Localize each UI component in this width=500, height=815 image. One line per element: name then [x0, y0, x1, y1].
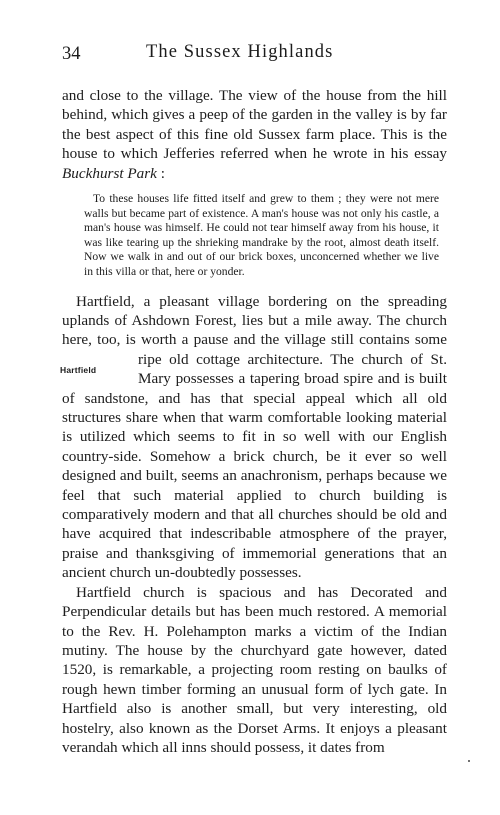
page-header — [62, 42, 447, 70]
page-body — [62, 86, 447, 757]
paragraph-2 — [62, 292, 447, 583]
paragraph-1-end: : — [156, 164, 165, 182]
paragraph-2-continued: of St. Mary possesses a tapering broad spire and is built of sandstone, and has that special appeal which all old structures share when that warm comfortable looking material is utilized which seems to fit in so well with our English country-side. Somehow a brick church, be it ever so well designed and built, seems an anachronism, perhaps because we feel that such material applied to church building is comparatively modern and that all churches should be old and have acquired that indescribable atmosphere of the prayer, praise and thanksgiving of immemorial generations that an ancient church un-doubtedly possesses. — [62, 350, 447, 582]
speck-mark — [468, 760, 470, 762]
essay-title: Buckhurst Park — [62, 164, 157, 182]
paragraph-1 — [62, 86, 447, 183]
margin-note: Hartfield — [60, 364, 97, 375]
paragraph-3: Hartfield church is spacious and has Decorated and Perpendicular details but has been much restored. A memorial to the Rev. H. Polehampton marks a victim of the Indian mutiny. The house by the churchyard gate however, dated 1520, is remarkable, a projecting room resting on baulks of rough hewn timber forming an unusual form of lych gate. In Hartfield also is another small, but very interesting, old hostelry, also known as the Dorset Arms. It enjoys a pleasant verandah which all inns should possess, it dates from — [62, 583, 447, 756]
paragraph-2-text: Hartfield, a pleasant village bordering on the spreading uplands of Ashdown Forest, lies but a mile away. The church here, too, is worth a pause and the village still contains some ripe old cottage architecture. The church — [62, 292, 447, 368]
paragraph-1-text: and close to the village. The view of the house from the hill behind, which gives a peep of the garden in the valley is by far the best aspect of this fine old Sussex farm place. This is the house to which Jefferies referred when he wrote in his essay — [62, 87, 447, 163]
running-title: The Sussex Highlands — [146, 42, 334, 62]
quote-text: To these houses life fitted itself and grew to them ; they were not mere walls but became part of existence. A man's house was not only his castle, a man's house was himself. He could not tear himself away from his house, it was like tearing up the shrieking mandrake by the root, almost death itself. Now we walk in and out of our brick boxes, unconcerned whether we live in this villa or that, here or yonder. — [84, 192, 439, 278]
page-number: 34 — [62, 44, 81, 64]
block-quote — [84, 192, 439, 280]
book-page — [62, 42, 447, 757]
